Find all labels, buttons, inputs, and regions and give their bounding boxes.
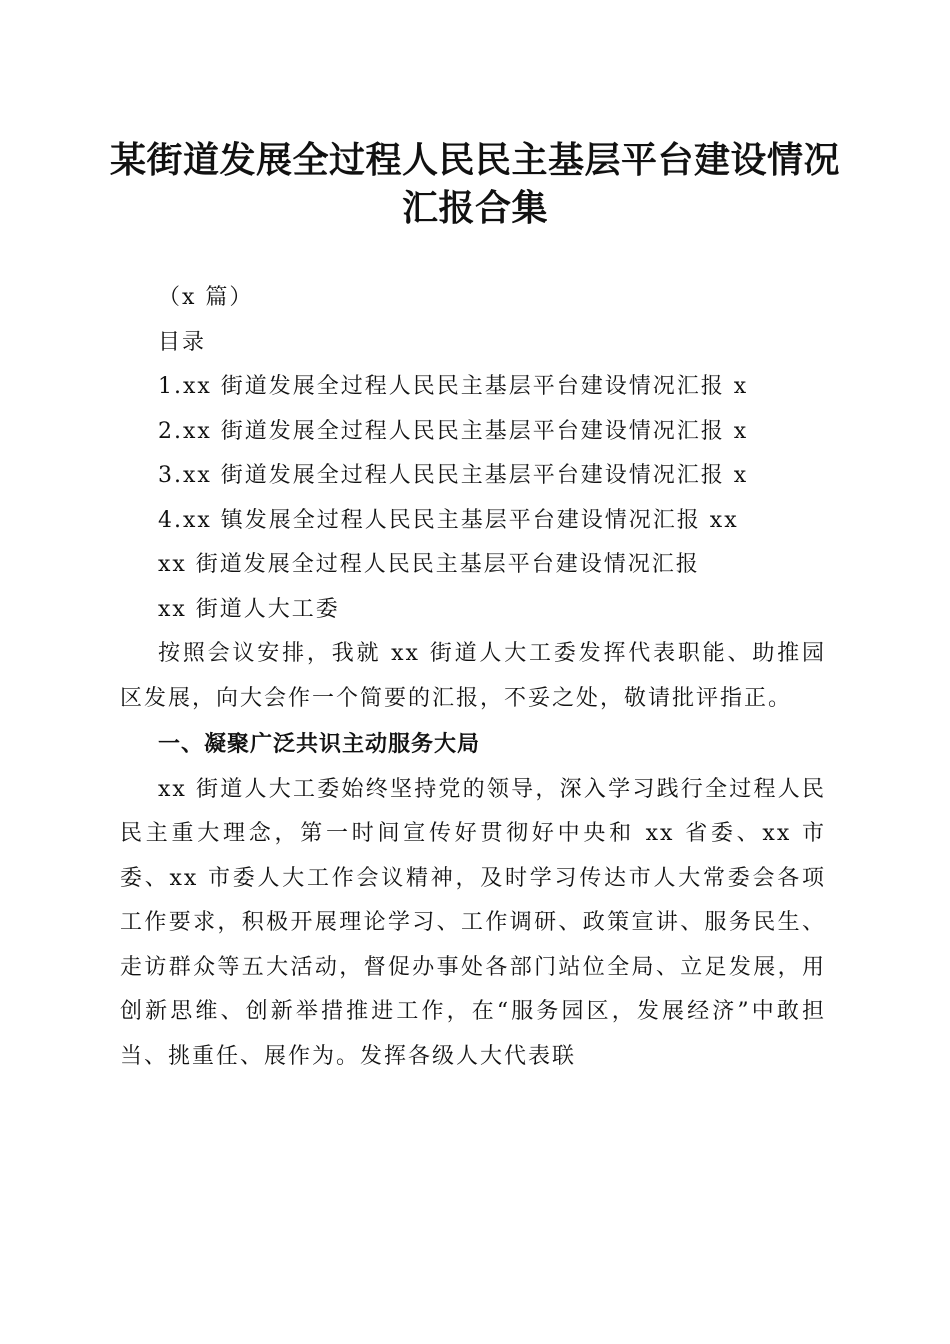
document-title	[110, 136, 840, 232]
toc-label: 目录	[158, 329, 207, 355]
toc-item[interactable]: 3.xx 街道发展全过程人民民主基层平台建设情况汇报 x	[158, 463, 749, 488]
toc-item[interactable]: 1.xx 街道发展全过程人民民主基层平台建设情况汇报 x	[158, 374, 749, 399]
count-note: （x 篇）	[158, 285, 254, 310]
document-body	[120, 276, 826, 1079]
article-author: xx 街道人大工委	[158, 596, 340, 622]
section-paragraph: xx 街道人大工委始终坚持党的领导，深入学习践行全过程人民民主重大理念，第一时间宣传好贯彻好中央和 xx 省委、xx 市委、xx 市委人大工作会议精神，及时学习传达市人大常委会各项工作要求，积极开展理论学习、工作调研、政策宣讲、服务民生、走访群众等五大活动，督促办事处各部门站位全局、立足发展，用创新思维、创新举措推进工作，在“服务园区，发展经济”中敢担当、挑重任、展作为。发挥各级人大代表联	[120, 776, 826, 1069]
article-title: xx 街道发展全过程人民民主基层平台建设情况汇报	[158, 552, 700, 577]
intro-paragraph: 按照会议安排，我就 xx 街道人大工委发挥代表职能、助推园区发展，向大会作一个简要的汇报，不妥之处，敬请批评指正。	[120, 641, 826, 711]
toc-item[interactable]: 4.xx 镇发展全过程人民民主基层平台建设情况汇报 xx	[158, 507, 739, 533]
table-of-contents	[120, 365, 826, 543]
document-title-line-2: 汇报合集	[401, 187, 548, 229]
document-title-line-1: 某街道发展全过程人民民主基层平台建设情况	[110, 139, 841, 181]
toc-item[interactable]: 2.xx 街道发展全过程人民民主基层平台建设情况汇报 x	[158, 418, 749, 444]
section-heading: 一、凝聚广泛共识主动服务大局	[158, 732, 481, 757]
